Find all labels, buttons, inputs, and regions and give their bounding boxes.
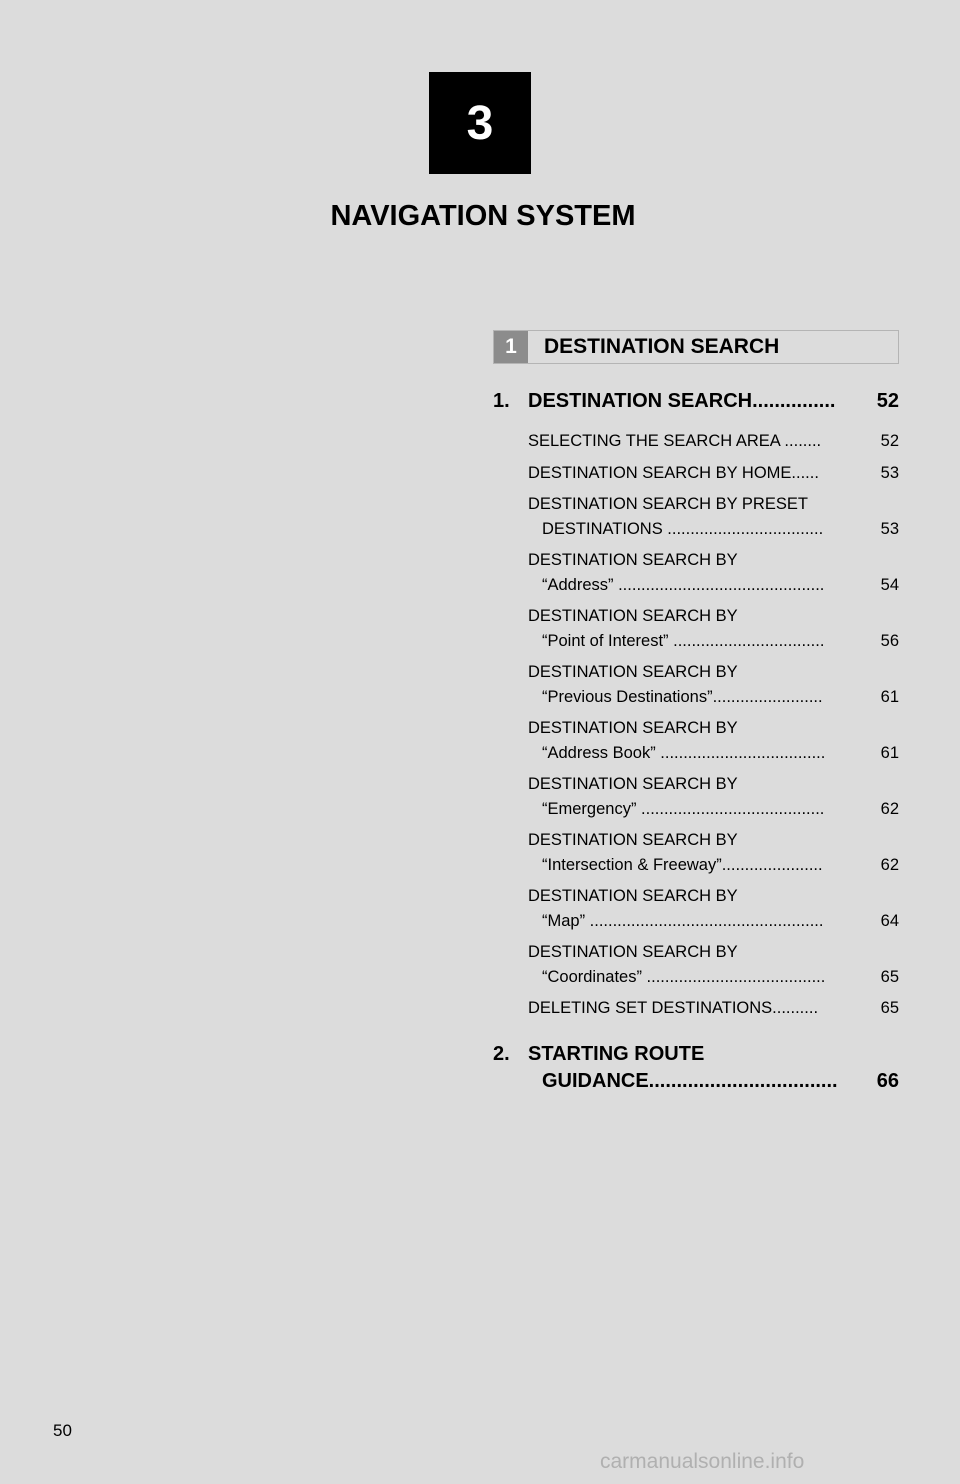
toc-entry[interactable] [528,660,899,709]
toc-entry-page: 53 [880,519,899,538]
toc-entry-line1: SELECTING THE SEARCH AREA ........ [528,432,822,450]
toc-entry-line2: “Intersection & Freeway”...................... [542,855,823,874]
toc-entry-page: 64 [880,911,899,930]
toc-entry[interactable] [528,884,899,933]
toc-entry-page: 62 [880,799,899,818]
toc-main-number: 1. [493,390,510,412]
toc-entry[interactable] [528,996,899,1021]
chapter-number-box [429,72,531,174]
toc-entry-row [528,461,899,486]
toc-entry-line1: DESTINATION SEARCH BY PRESET [528,495,808,513]
toc-main-title-line1: STARTING ROUTE [528,1042,705,1065]
toc-entry[interactable] [528,772,899,821]
toc-entry-page: 61 [880,743,899,762]
toc-entry-line1: DESTINATION SEARCH BY [528,943,738,961]
toc-entry[interactable] [528,716,899,765]
toc-main-entry-1[interactable] [493,390,899,418]
toc-main-title-line2: GUIDANCE.................................. [542,1069,838,1092]
toc-entry-line1: DESTINATION SEARCH BY [528,607,738,625]
toc-entry-page: 65 [880,967,899,986]
section-title: DESTINATION SEARCH [544,335,780,358]
toc-entry-line2-row [528,685,899,710]
toc-main-page: 52 [876,390,899,412]
toc-entry-line2-row [528,629,899,654]
toc-entry-line2: DESTINATIONS .................................. [542,519,824,538]
page-number: 50 [53,1421,72,1440]
toc-main-title: DESTINATION SEARCH [528,390,753,412]
toc-entry-row [528,996,899,1021]
toc-entry-page: 53 [880,463,899,482]
toc-entry[interactable] [528,940,899,989]
section-header [493,330,899,364]
toc-entry-line2-row [528,965,899,990]
toc-entry-line2-row [528,741,899,766]
toc-entry-line1: DESTINATION SEARCH BY [528,719,738,737]
toc-entry-line2: “Map” ................................................... [542,911,824,930]
toc-entry-line2: “Address Book” .................................... [542,743,826,762]
toc-entry-line1: DESTINATION SEARCH BY [528,831,738,849]
chapter-number: 3 [466,96,494,150]
toc-entry-line2: “Previous Destinations”........................ [542,687,823,706]
section-number: 1 [494,331,528,363]
toc-entry-page: 52 [880,432,899,450]
toc-entry[interactable] [528,604,899,653]
toc-entry-page: 65 [880,999,899,1017]
toc-entry[interactable] [528,429,899,454]
toc-entry-line1: DESTINATION SEARCH BY HOME...... [528,463,819,482]
toc-main-page: 66 [876,1069,899,1092]
toc-entry[interactable] [528,492,899,541]
toc-main-number: 2. [493,1042,510,1065]
toc-entry-line2-row [528,909,899,934]
toc-entry-line2: “Point of Interest” ................................. [542,631,825,650]
toc-entry-line2: “Address” ............................................. [542,575,825,594]
toc-entry-line2-row [528,573,899,598]
toc-entry-page: 54 [880,575,899,594]
toc-entry[interactable] [528,461,899,486]
toc-entry-line1: DESTINATION SEARCH BY [528,775,738,793]
toc-entry-page: 61 [880,687,899,706]
toc-entry-line2-row [528,517,899,542]
toc-entry-row [528,429,899,454]
watermark: carmanualsonline.info [600,1450,805,1473]
toc-sub-entries [493,429,899,1021]
toc-entry-line1: DESTINATION SEARCH BY [528,551,738,569]
toc-entry-line1: DESTINATION SEARCH BY [528,887,738,905]
toc-entry[interactable] [528,548,899,597]
toc-main-entry-2[interactable] [493,1041,899,1095]
toc-entry-line2-row [528,797,899,822]
toc-entry-line1: DELETING SET DESTINATIONS.......... [528,999,819,1017]
toc-entry-line2-row [528,853,899,878]
toc-entry-line2: “Coordinates” ....................................... [542,967,826,986]
toc-entry[interactable] [528,828,899,877]
chapter-title: NAVIGATION SYSTEM [330,200,636,232]
toc-entry-line2: “Emergency” ........................................ [542,799,825,818]
toc-entry-page: 56 [880,631,899,650]
table-of-contents [493,390,899,1095]
toc-entry-line1: DESTINATION SEARCH BY [528,663,738,681]
toc-leader-dots: ............... [752,390,836,412]
toc-entry-page: 62 [880,855,899,874]
